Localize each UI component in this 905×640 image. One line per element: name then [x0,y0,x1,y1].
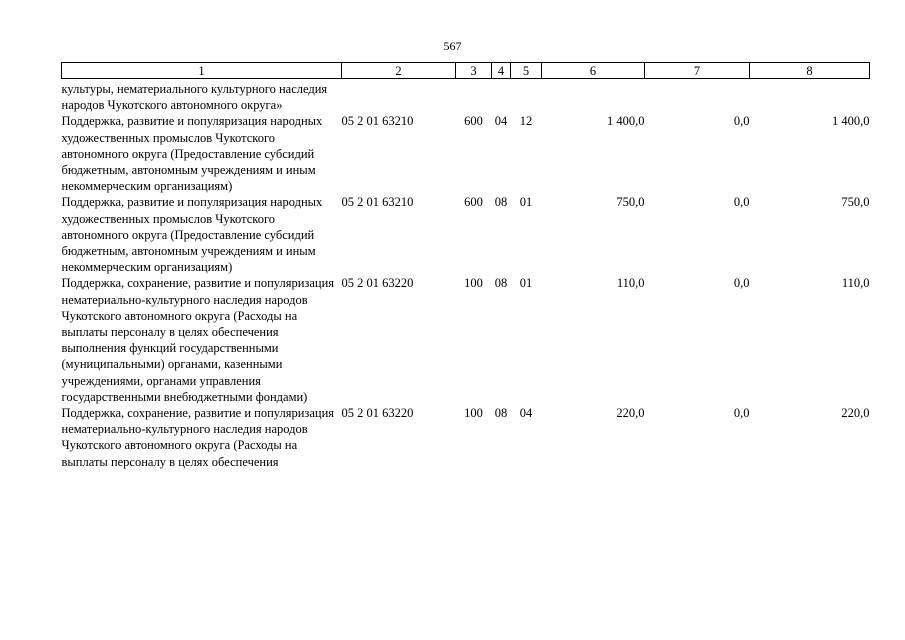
budget-table [61,62,870,470]
row-pr: 01 [519,195,533,210]
row-code: 05 2 01 63220 [341,406,414,421]
row-name: Поддержка, сохранение, развитие и популяризация нематериально-культурного наследия народов Чукотского автономного округа (Расходы на выплаты персоналу в целях обеспечения выполнения функций государственными (муниципальными) органами, казенными учреждениями, органами управления государственными внебюджетными фондами) [61,276,335,404]
table-row [62,79,870,114]
header-cell-8: 8 [750,63,870,79]
row-value-8: 220,0 [841,406,870,421]
row-value-8: 110,0 [841,276,870,291]
row-name: Поддержка, развитие и популяризация народных художественных промыслов Чукотского автономного округа (Предоставление субсидий бюджетным, автономным учреждениям и иным некоммерческим организациям) [61,195,323,275]
header-cell-4: 4 [492,63,511,79]
row-value-7: 0,0 [733,406,750,421]
row-rz [492,79,511,114]
row-value-7: 0,0 [733,114,750,129]
row-pr [511,79,542,114]
row-value-7: 0,0 [733,276,750,291]
header-cell-7: 7 [645,63,750,79]
row-value-6 [542,79,645,114]
table-row [62,113,870,194]
header-cell-5: 5 [511,63,542,79]
row-value-8: 750,0 [841,195,870,210]
row-vr: 600 [464,195,483,210]
row-vr [456,79,492,114]
header-cell-2: 2 [342,63,456,79]
header-cell-6: 6 [542,63,645,79]
table-row [62,194,870,275]
row-value-8: 1 400,0 [832,114,870,129]
table-row [62,405,870,470]
page-number: 567 [443,39,462,53]
row-value-6: 1 400,0 [607,114,645,129]
row-rz: 08 [494,406,508,421]
row-value-6: 110,0 [616,276,645,291]
header-cell-3: 3 [456,63,492,79]
table-row [62,275,870,405]
row-rz: 08 [494,276,508,291]
header-cell-1: 1 [62,63,342,79]
row-pr: 04 [519,406,533,421]
row-value-6: 220,0 [616,406,645,421]
row-rz: 08 [494,195,508,210]
row-vr: 600 [464,114,483,129]
row-name: Поддержка, сохранение, развитие и популяризация нематериально-культурного наследия народов Чукотского автономного округа (Расходы на выплаты персоналу в целях обеспечения [61,406,335,469]
row-value-7 [645,79,750,114]
row-code: 05 2 01 63220 [341,276,414,291]
row-name: Поддержка, развитие и популяризация народных художественных промыслов Чукотского автономного округа (Предоставление субсидий бюджетным, автономным учреждениям и иным некоммерческим организациям) [61,114,323,194]
row-value-7: 0,0 [733,195,750,210]
row-code [342,79,456,114]
row-vr: 100 [464,406,483,421]
row-vr: 100 [464,276,483,291]
header-row [62,63,870,79]
row-code: 05 2 01 63210 [341,195,414,210]
row-value-6: 750,0 [616,195,645,210]
row-pr: 01 [519,276,533,291]
row-rz: 04 [494,114,508,129]
row-code: 05 2 01 63210 [341,114,414,129]
row-name: культуры, нематериального культурного наследия народов Чукотского автономного округа» [61,82,328,113]
row-value-8 [750,79,870,114]
row-pr: 12 [519,114,533,129]
